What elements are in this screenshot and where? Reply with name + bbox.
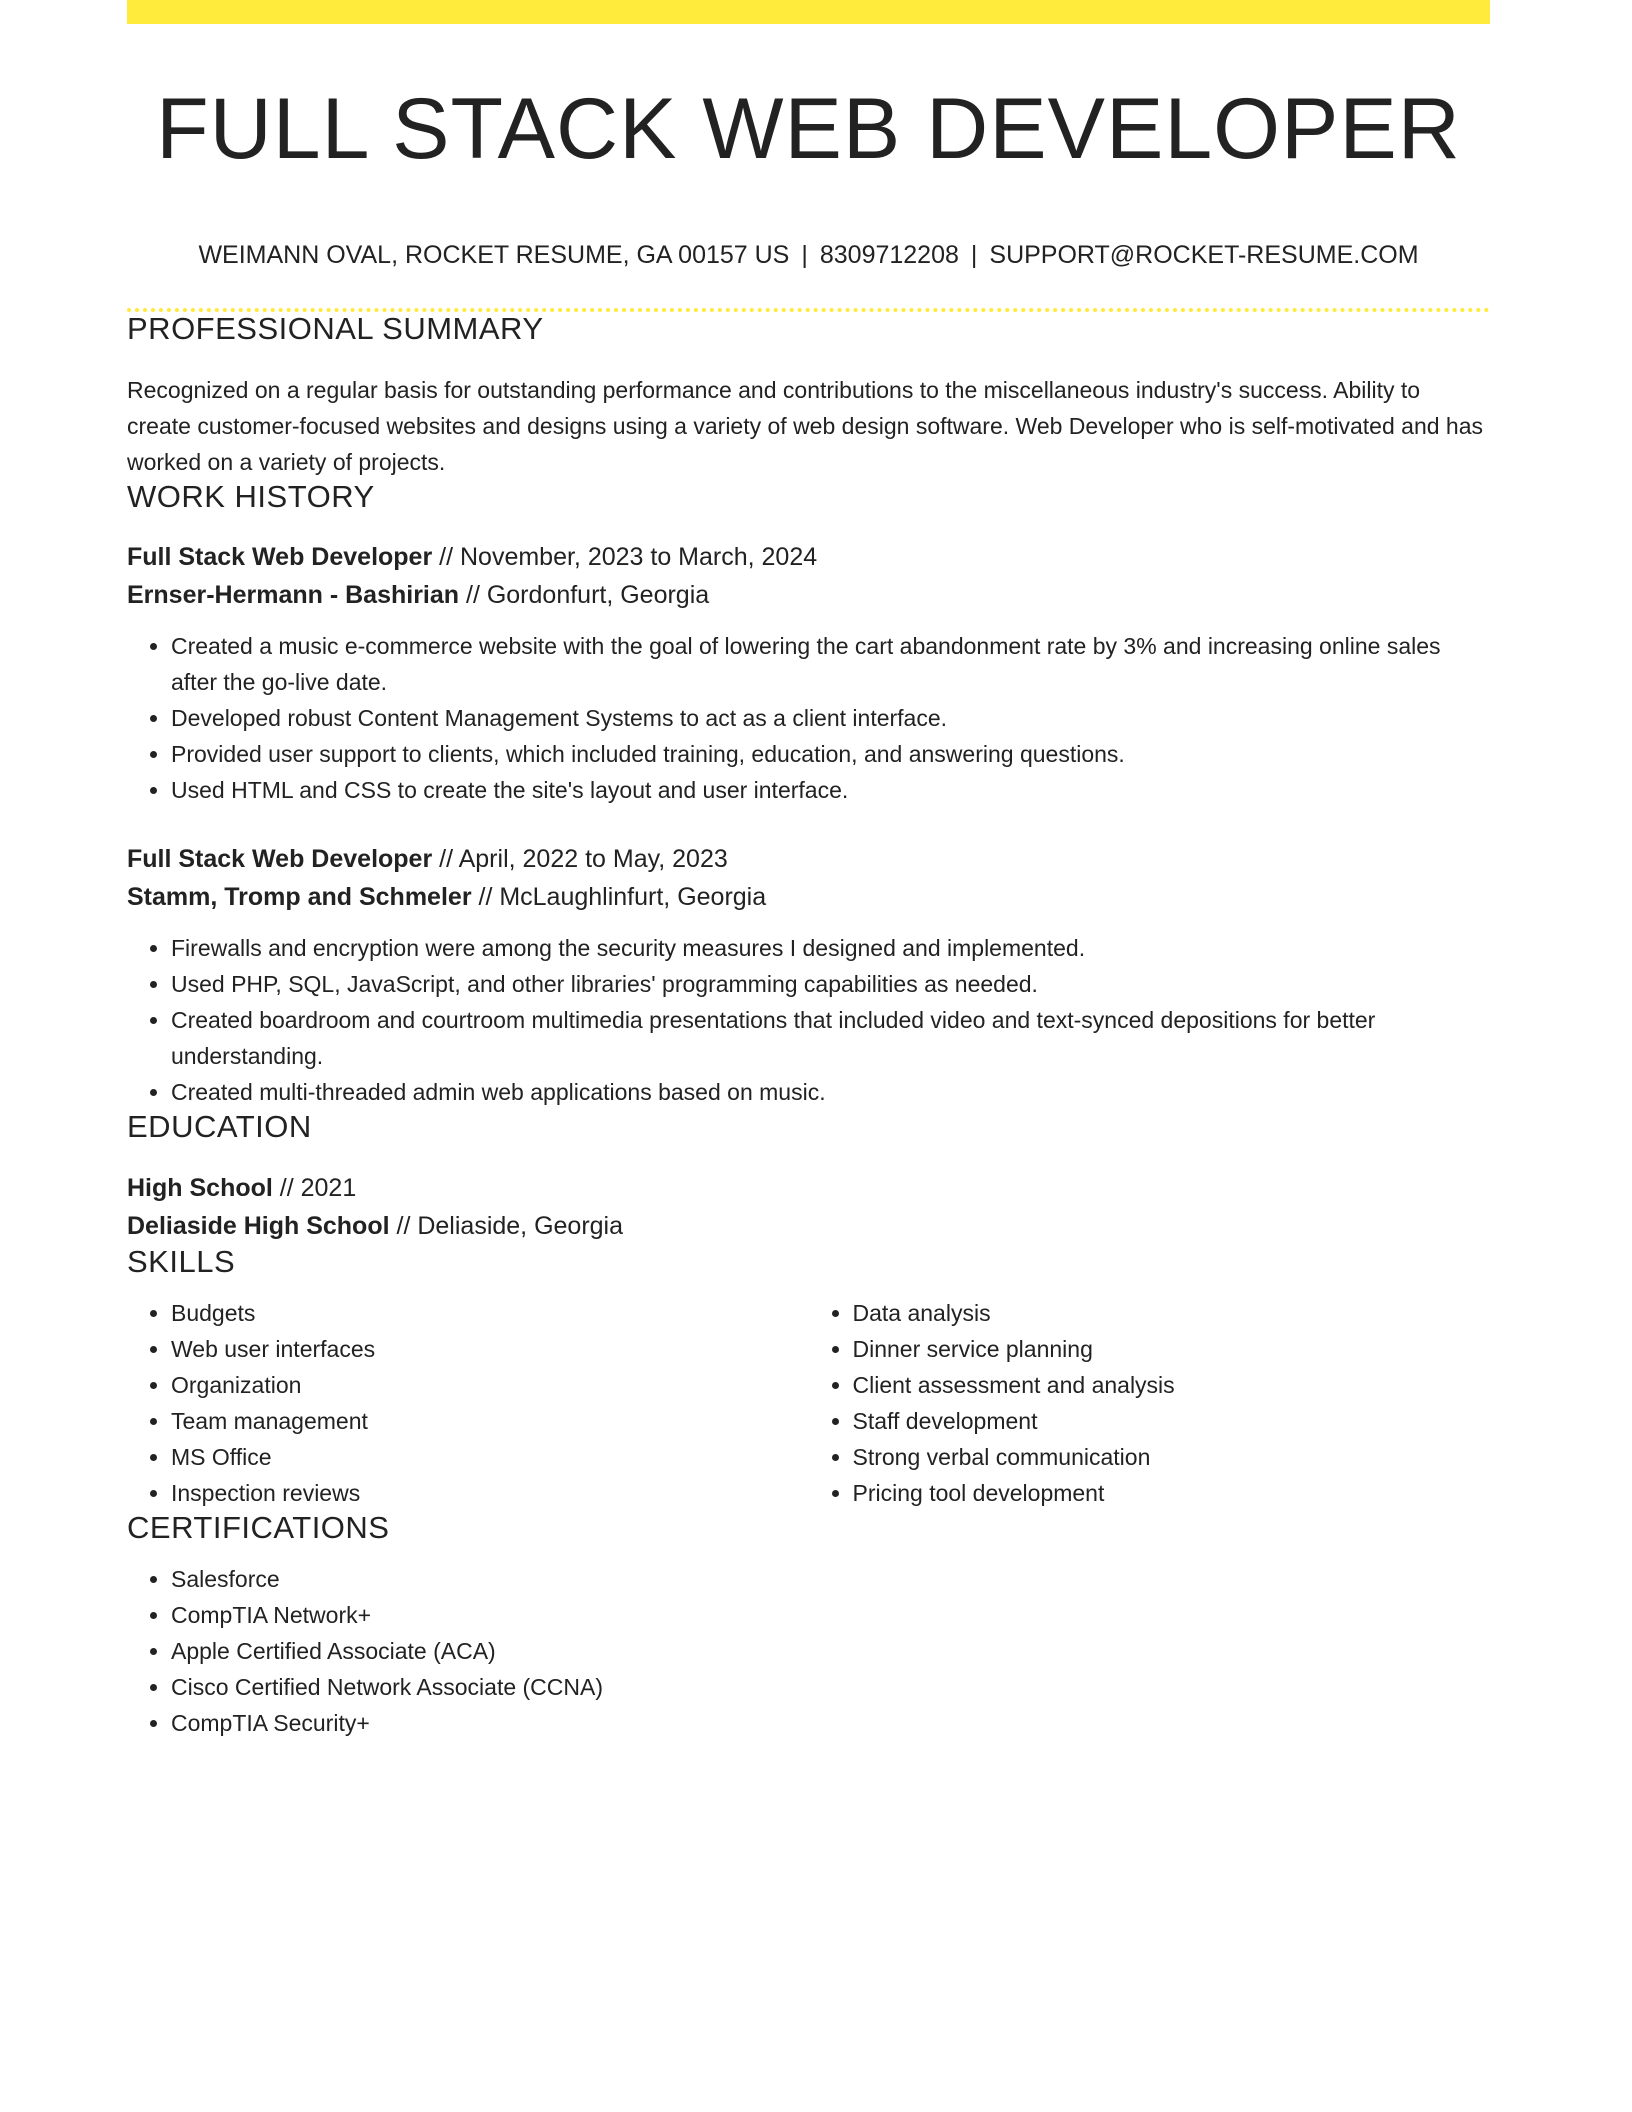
job-company: Stamm, Tromp and Schmeler bbox=[127, 883, 472, 912]
job-bullet: • Developed robust Content Management Systems to act as a client interface. bbox=[171, 700, 1490, 736]
job-title-line bbox=[127, 840, 1490, 878]
job-location: // Gordonfurt, Georgia bbox=[459, 581, 710, 610]
education-year: // 2021 bbox=[272, 1173, 357, 1202]
skills-heading: SKILLS bbox=[127, 1243, 236, 1279]
resume-title: FULL STACK WEB DEVELOPER bbox=[156, 81, 1461, 177]
education-heading: EDUCATION bbox=[127, 1109, 312, 1145]
job-bullet: • Created boardroom and courtroom multimedia presentations that included video and text-synced depositions for better understanding. bbox=[171, 1002, 1490, 1074]
job-company-line bbox=[127, 878, 1490, 916]
skill-item: • MS Office bbox=[171, 1439, 809, 1475]
job-dates: // April, 2022 to May, 2023 bbox=[432, 845, 728, 874]
job-entry bbox=[127, 538, 1490, 808]
education-degree: High School bbox=[127, 1173, 273, 1202]
job-title-line bbox=[127, 538, 1490, 576]
contact-separator: | bbox=[801, 241, 808, 270]
skill-item: • Client assessment and analysis bbox=[853, 1367, 1491, 1403]
certification-item: • Apple Certified Associate (ACA) bbox=[171, 1633, 1490, 1669]
job-bullet: • Created multi-threaded admin web applications based on music. bbox=[171, 1074, 1490, 1110]
skills-right-column bbox=[809, 1295, 1491, 1511]
job-bullets bbox=[127, 628, 1490, 808]
job-bullets bbox=[127, 930, 1490, 1110]
skill-item: • Web user interfaces bbox=[171, 1331, 809, 1367]
skills-grid bbox=[127, 1295, 1490, 1511]
education-location: // Deliaside, Georgia bbox=[389, 1211, 624, 1240]
contact-separator: | bbox=[970, 241, 978, 270]
job-company: Ernser-Hermann - Bashirian bbox=[127, 581, 460, 610]
job-location: // McLaughlinfurt, Georgia bbox=[471, 883, 767, 912]
skill-item: • Strong verbal communication bbox=[853, 1439, 1491, 1475]
contact-line bbox=[127, 240, 1490, 270]
contact-email: SUPPORT@ROCKET-RESUME.COM bbox=[989, 241, 1419, 270]
skills-left-column bbox=[127, 1295, 809, 1511]
education-entry bbox=[127, 1169, 1490, 1245]
certifications-list bbox=[127, 1561, 1490, 1741]
work-history-heading: WORK HISTORY bbox=[127, 479, 375, 515]
skill-item: • Inspection reviews bbox=[171, 1475, 809, 1511]
contact-address: WEIMANN OVAL, ROCKET RESUME, GA 00157 US bbox=[198, 241, 790, 270]
job-bullet: • Provided user support to clients, which included training, education, and answering questions. bbox=[171, 736, 1490, 772]
certification-item: • CompTIA Network+ bbox=[171, 1597, 1490, 1633]
accent-top-bar bbox=[127, 0, 1490, 24]
skill-item: • Data analysis bbox=[853, 1295, 1491, 1331]
job-role: Full Stack Web Developer bbox=[127, 845, 433, 874]
summary-heading: PROFESSIONAL SUMMARY bbox=[127, 311, 544, 347]
job-entry bbox=[127, 840, 1490, 1110]
education-school-line bbox=[127, 1207, 1490, 1245]
job-bullet: • Used PHP, SQL, JavaScript, and other libraries' programming capabilities as needed. bbox=[171, 966, 1490, 1002]
job-bullet: • Firewalls and encryption were among the security measures I designed and implemented. bbox=[171, 930, 1490, 966]
job-role: Full Stack Web Developer bbox=[127, 543, 433, 572]
job-bullet: • Created a music e-commerce website with the goal of lowering the cart abandonment rate by 3% and increasing online sales after the go-live date. bbox=[171, 628, 1490, 700]
skill-item: • Budgets bbox=[171, 1295, 809, 1331]
education-school: Deliaside High School bbox=[127, 1211, 390, 1240]
education-degree-line bbox=[127, 1169, 1490, 1207]
skill-item: • Team management bbox=[171, 1403, 809, 1439]
summary-text: Recognized on a regular basis for outstanding performance and contributions to the miscellaneous industry's success. Ability to create customer-focused websites and designs using a variety of web design software. Web Developer who is self-motivated and has worked on a variety of projects. bbox=[127, 377, 1484, 476]
certification-item: • CompTIA Security+ bbox=[171, 1705, 1490, 1741]
skill-item: • Dinner service planning bbox=[853, 1331, 1491, 1367]
resume-page bbox=[127, 0, 1490, 1741]
certification-item: • Cisco Certified Network Associate (CCNA) bbox=[171, 1669, 1490, 1705]
certification-item: • Salesforce bbox=[171, 1561, 1490, 1597]
skill-item: • Staff development bbox=[853, 1403, 1491, 1439]
skill-item: • Organization bbox=[171, 1367, 809, 1403]
skill-item: • Pricing tool development bbox=[853, 1475, 1491, 1511]
job-dates: // November, 2023 to March, 2024 bbox=[432, 543, 818, 572]
contact-phone: 8309712208 bbox=[819, 241, 959, 270]
certifications-heading: CERTIFICATIONS bbox=[127, 1509, 390, 1545]
job-bullet: • Used HTML and CSS to create the site's layout and user interface. bbox=[171, 772, 1490, 808]
job-company-line bbox=[127, 576, 1490, 614]
